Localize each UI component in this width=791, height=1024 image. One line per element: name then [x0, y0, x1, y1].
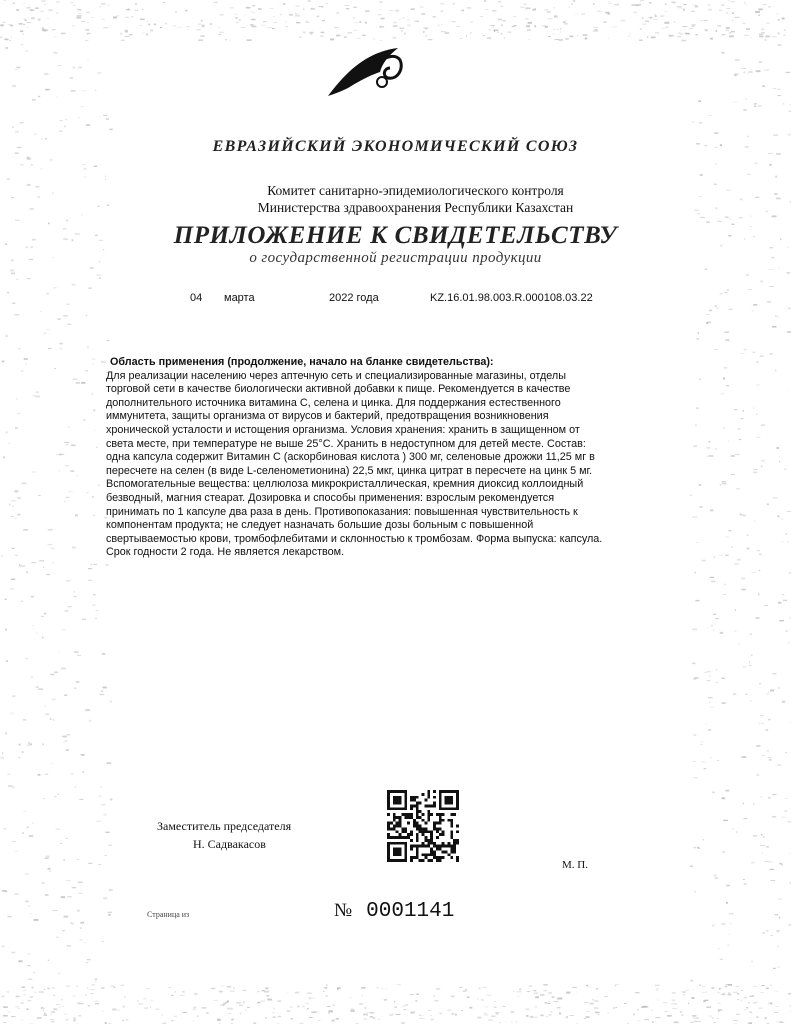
scope-text-block [106, 356, 676, 560]
signatory-role: Заместитель председателя [157, 819, 292, 833]
body-line: принимать по 1 капсуле два раза в день. Противопоказания: повышенная чувствительность к [106, 505, 578, 518]
body-line: света месте, при температуре не выше 25°С. Хранить в недоступном для детей месте. Состав: [106, 437, 586, 450]
body-line: одна капсула содержит Витамин С (аскорбиновая кислота ) 300 мг, селеновые дрожжи 11,25 мг в [106, 451, 595, 464]
seal-place-label: М. П. [562, 859, 588, 871]
qr-code-icon [387, 790, 459, 862]
committee-line-1: Комитет санитарно-эпидемиологического контроля [267, 183, 564, 198]
body-line: дополнительного источника витамина С, селена и цинка. Для поддержания естественного [106, 396, 561, 409]
date-month: марта [224, 292, 255, 304]
body-line: Вспомогательные вещества: целлюлоза микрокристаллическая, кремния диоксид коллоидный [106, 478, 584, 491]
document-subtitle: о государственной регистрации продукции [249, 250, 542, 266]
body-line: иммунитета, защиты организма от вирусов и бактерий, предотвращения возникновения [106, 410, 549, 423]
body-line: пересчете на селен (в виде L-селенометионина) 22,5 мкг, цинка цитрат в пересчете на цинк 5 мг. [106, 464, 593, 477]
union-title: ЕВРАЗИЙСКИЙ ЭКОНОМИЧЕСКИЙ СОЮЗ [212, 138, 579, 155]
body-line: торговой сети в качестве биологически активной добавки к пище. Рекомендуется в качестве [106, 383, 571, 396]
body-line: Срок годности 2 года. Не является лекарством. [106, 546, 345, 559]
registration-code: KZ.16.01.98.003.R.000108.03.22 [430, 292, 593, 304]
body-line: компонентам продукта; не следует назначать большие дозы больным с повышенной [106, 519, 534, 532]
bird-emblem-icon [318, 38, 418, 108]
body-line: свертываемостью крови, тромбофлебитами и склонностью к тромбозам. Форма выпуска: капсула. [106, 532, 603, 545]
page-label: Страница из [147, 910, 190, 919]
body-line: хронической усталости и истощения организма. Условия хранения: хранить в защищенном от [106, 423, 580, 436]
date-year: 2022 года [329, 292, 379, 304]
scope-heading: Область применения (продолжение, начало на бланке свидетельства): [110, 356, 494, 368]
date-day: 04 [190, 292, 203, 304]
body-line: Для реализации населению через аптечную сеть и специализированные магазины, отделы [106, 369, 566, 382]
number-sign: № [334, 900, 353, 921]
document-title: ПРИЛОЖЕНИЕ К СВИДЕТЕЛЬСТВУ [173, 222, 618, 249]
signatory-name: Н. Садвакасов [193, 837, 266, 851]
document-number [334, 900, 454, 923]
body-line: безводный, магния стеарат. Дозировка и способы применения: взрослым рекомендуется [106, 491, 555, 504]
committee-line-2: Министерства здравоохранения Республики Казахстан [257, 200, 574, 215]
number-value: 0001141 [366, 900, 455, 923]
